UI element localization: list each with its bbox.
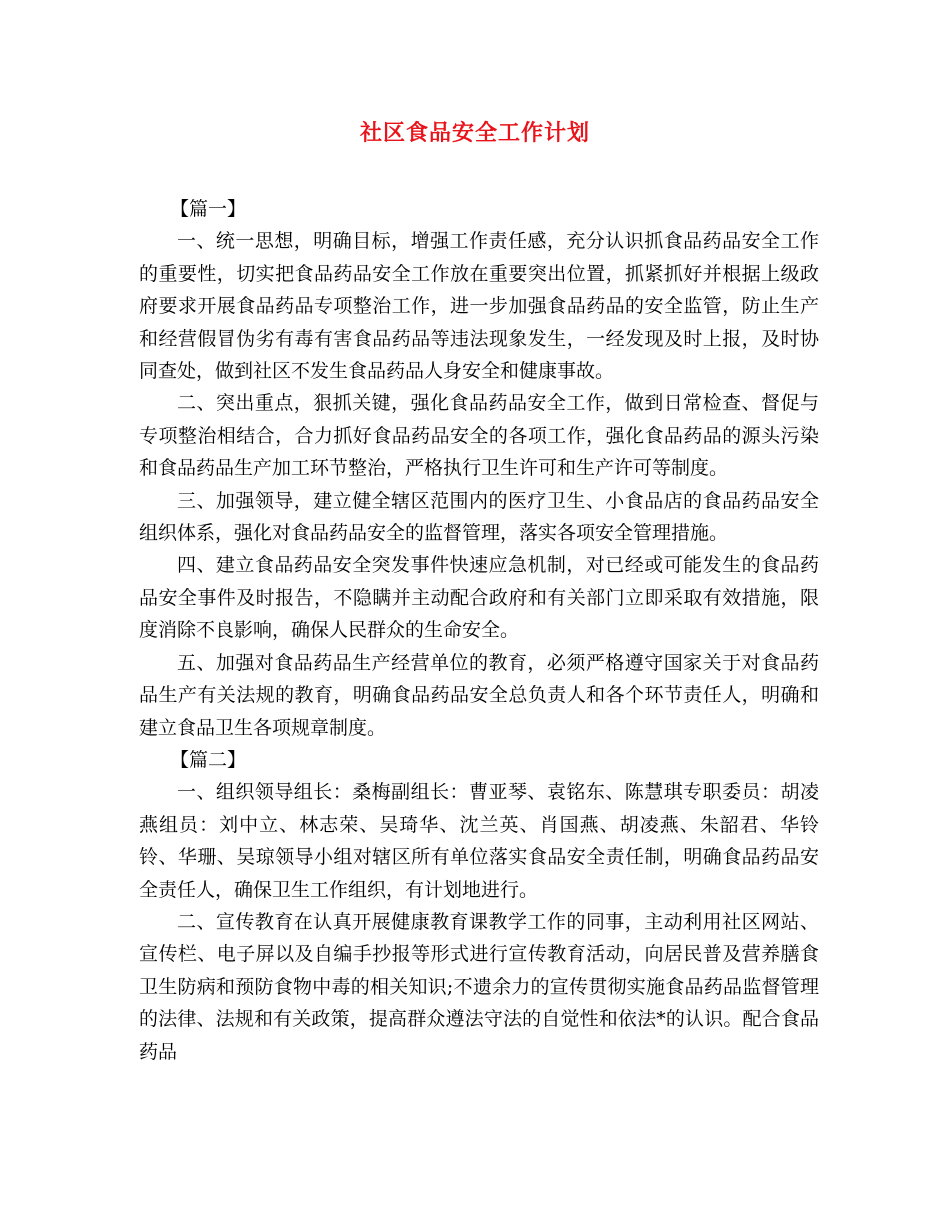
paragraph-2-2: 二、宣传教育在认真开展健康教育课教学工作的同事，主动利用社区网站、宣传栏、电子屏以及自编手抄报等形式进行宣传教育活动，向居民普及营养膳食卫生防病和预防食物中毒的相关知识;不遗余力的宣传贯彻实施食品药品监督管理的法律、法规和有关政策，提高群众遵法守法的自觉性和依法*的认识。配合食品药品: [139, 910, 819, 1063]
paragraph-1-2: 二、突出重点，狠抓关键，强化食品药品安全工作，做到日常检查、督促与专项整治相结合，合力抓好食品药品安全的各项工作，强化食品药品的源头污染和食品药品生产加工环节整治，严格执行卫生许可和生产许可等制度。: [139, 392, 819, 480]
paragraph-1-1: 一、统一思想，明确目标，增强工作责任感，充分认识抓食品药品安全工作的重要性，切实把食品药品安全工作放在重要突出位置，抓紧抓好并根据上级政府要求开展食品药品专项整治工作，进一步加强食品药品的安全监管，防止生产和经营假冒伪劣有毒有害食品药品等违法现象发生，一经发现及时上报，及时协同查处，做到社区不发生食品药品人身安全和健康事故。: [139, 230, 819, 383]
section-heading-1: 【篇一】: [170, 198, 247, 220]
page-title: 社区食品安全工作计划: [359, 120, 590, 146]
section-heading-2: 【篇二】: [170, 748, 247, 771]
paragraph-2-1: 一、组织领导组长：桑梅副组长：曹亚琴、袁铭东、陈慧琪专职委员：胡凌燕组员：刘中立、林志荣、吴琦华、沈兰英、肖国燕、胡凌燕、朱韶君、华铃铃、华珊、吴琼领导小组对辖区所有单位落实食品安全责任制，明确食品药品安全责任人，确保卫生工作组织，有计划地进行。: [139, 781, 819, 901]
paragraph-1-3: 三、加强领导，建立健全辖区范围内的医疗卫生、小食品店的食品药品安全组织体系，强化对食品药品安全的监督管理，落实各项安全管理措施。: [139, 489, 819, 545]
paragraph-1-5: 五、加强对食品药品生产经营单位的教育，必须严格遵守国家关于对食品药品生产有关法规的教育，明确食品药品安全总负责人和各个环节责任人，明确和建立食品卫生各项规章制度。: [139, 651, 819, 739]
paragraph-1-4: 四、建立食品药品安全突发事件快速应急机制，对已经或可能发生的食品药品安全事件及时报告，不隐瞒并主动配合政府和有关部门立即采取有效措施，限度消除不良影响，确保人民群众的生命安全。: [139, 554, 819, 642]
document-body: [139, 193, 819, 1068]
